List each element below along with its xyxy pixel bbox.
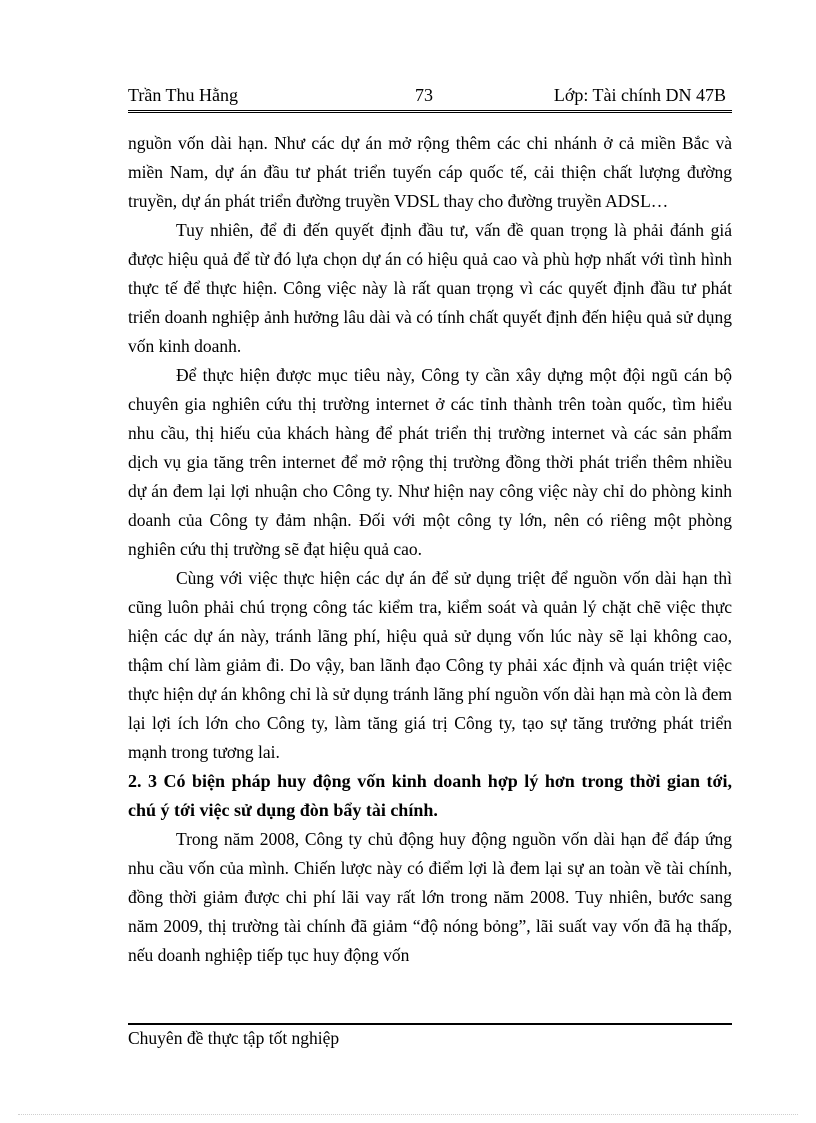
- page-edge-divider: [18, 1114, 798, 1115]
- section-heading: 2. 3 Có biện pháp huy động vốn kinh doanh hợp lý hơn trong thời gian tới, chú ý tới việc sử dụng đòn bẩy tài chính.: [128, 771, 732, 820]
- page-footer: Chuyên đề thực tập tốt nghiệp: [128, 1028, 340, 1048]
- paragraph-market-research: Để thực hiện được mục tiêu này, Công ty cần xây dựng một đội ngũ cán bộ chuyên gia nghiên cứu thị trường internet ở các tỉnh thành trên toàn quốc, tìm hiểu nhu cầu, thị hiếu của khách hàng để phát triển thị trường internet và các sản phẩm dịch vụ gia tăng trên internet để mở rộng thị trường đồng thời phát triển thêm nhiều dự án đem lại lợi nhuận cho Công ty. Như hiện nay công việc này chỉ do phòng kinh doanh của Công ty đảm nhận. Đối với một công ty lớn, nên có riêng một phòng nghiên cứu thị trường sẽ đạt hiệu quả cao.: [128, 365, 732, 559]
- paragraph-project-control: Cùng với việc thực hiện các dự án để sử dụng triệt để nguồn vốn dài hạn thì cũng luôn phải chú trọng công tác kiểm tra, kiểm soát và quản lý chặt chẽ việc thực hiện các dự án này, tránh lãng phí, hiệu quả sử dụng vốn lúc này sẽ lại không cao, thậm chí làm giảm đi. Do vậy, ban lãnh đạo Công ty phải xác định và quán triệt việc thực hiện dự án không chỉ là sử dụng tránh lãng phí nguồn vốn dài hạn mà còn là đem lại lợi ích lớn cho Công ty, làm tăng giá trị Công ty, tạo sự tăng trưởng phát triển mạnh trong tương lai.: [128, 568, 732, 762]
- header-author: Trần Thu Hằng: [128, 85, 239, 105]
- document-body: [128, 129, 732, 970]
- paragraph-investment-evaluation: Tuy nhiên, để đi đến quyết định đầu tư, vấn đề quan trọng là phải đánh giá được hiệu quả để từ đó lựa chọn dự án có hiệu quả cao và phù hợp nhất với tình hình thực tế để thực hiện. Công việc này là rất quan trọng vì các quyết định đầu tư phát triển doanh nghiệp ảnh hưởng lâu dài và có tính chất quyết định đến hiệu quả sử dụng vốn kinh doanh.: [128, 220, 732, 356]
- paragraph-continuation: nguồn vốn dài hạn. Như các dự án mở rộng thêm các chi nhánh ở cả miền Bắc và miền Nam, dự án đầu tư phát triển tuyến cáp quốc tế, cải thiện chất lượng đường truyền, dự án phát triển đường truyền VDSL thay cho đường truyền ADSL…: [128, 133, 732, 211]
- paragraph-capital-mobilization: Trong năm 2008, Công ty chủ động huy động nguồn vốn dài hạn để đáp ứng nhu cầu vốn của mình. Chiến lược này có điểm lợi là đem lại sự an toàn về tài chính, đồng thời giảm được chi phí lãi vay rất lớn trong năm 2008. Tuy nhiên, bước sang năm 2009, thị trường tài chính đã giảm “độ nóng bỏng”, lãi suất vay vốn đã hạ thấp, nếu doanh nghiệp tiếp tục huy động vốn: [128, 829, 732, 965]
- header-class-label: Lớp: Tài chính DN 47B: [553, 85, 726, 105]
- footer-divider: [128, 1023, 732, 1025]
- page-number: 73: [415, 85, 433, 105]
- page-header: [128, 84, 732, 113]
